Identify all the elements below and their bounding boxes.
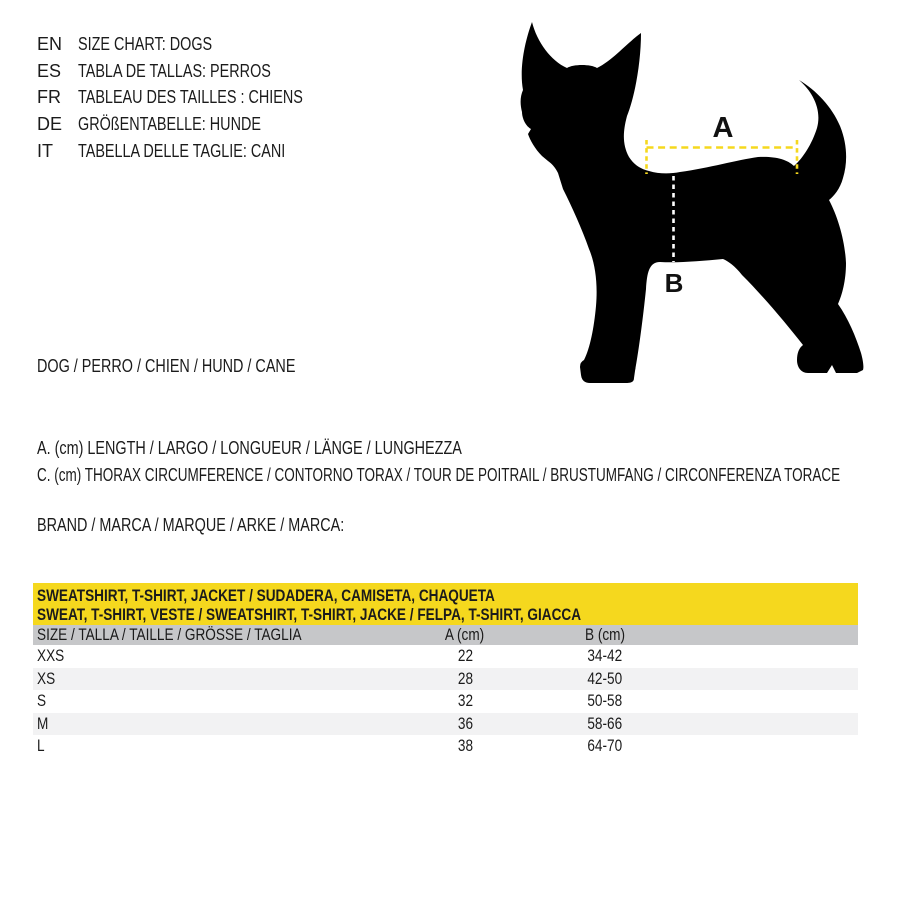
language-row-en <box>37 31 359 58</box>
table-row-xs <box>33 668 858 691</box>
table-title-banner <box>33 583 858 625</box>
column-header-a: A (cm) <box>445 625 485 644</box>
table-column-headers <box>33 625 858 645</box>
a-cell: 22 <box>457 646 473 665</box>
column-header-b: B (cm) <box>584 625 626 644</box>
language-code: EN <box>37 33 63 54</box>
table-title-line2: SWEAT, T-SHIRT, VESTE / SWEATSHIRT, T-SHIRT, JACKE / FELPA, T-SHIRT, GIACCA <box>37 605 582 624</box>
language-row-fr <box>37 85 359 112</box>
size-cell: M <box>37 713 49 733</box>
b-cell: 50-58 <box>587 691 623 710</box>
column-header-size: SIZE / TALLA / TAILLE / GRÖSSE / TAGLIA <box>37 625 302 644</box>
marker-b-label: B <box>664 268 684 298</box>
legend-thorax-line <box>37 465 900 485</box>
a-cell: 32 <box>457 691 473 710</box>
table-row-xxs <box>33 645 858 668</box>
legend-thorax-text: C. (cm) THORAX CIRCUMFERENCE / CONTORNO TORAX / TOUR DE POITRAIL / BRUSTUMFANG / CIRCONFERENZA TORACE <box>37 465 841 485</box>
size-cell: XS <box>37 668 56 688</box>
animal-label-text: DOG / PERRO / CHIEN / HUND / CANE <box>37 356 296 376</box>
size-cell: L <box>37 736 45 755</box>
language-row-it <box>37 138 359 165</box>
legend-length-line <box>37 438 568 458</box>
marker-a-label: A <box>712 112 734 144</box>
dog-measurement-diagram <box>495 0 875 400</box>
language-row-es <box>37 58 359 85</box>
language-title: SIZE CHART: DOGS <box>78 33 213 54</box>
table-row-l <box>33 735 858 758</box>
language-code: FR <box>37 87 61 108</box>
a-cell: 36 <box>457 713 473 733</box>
animal-label <box>37 356 360 376</box>
brand-label-text: BRAND / MARCA / MARQUE / ARKE / MARCA: <box>37 515 345 535</box>
b-cell: 64-70 <box>587 736 623 755</box>
a-cell: 38 <box>457 736 473 755</box>
language-row-de <box>37 111 359 138</box>
language-code: IT <box>37 141 53 162</box>
size-table <box>33 583 858 758</box>
b-cell: 34-42 <box>587 646 623 665</box>
table-row-m <box>33 713 858 736</box>
size-cell: XXS <box>37 646 65 665</box>
dog-silhouette-icon <box>521 22 864 383</box>
brand-label <box>37 515 421 535</box>
b-cell: 42-50 <box>587 668 623 688</box>
language-title-list <box>37 31 359 165</box>
b-cell: 58-66 <box>587 713 623 733</box>
language-title: TABLA DE TALLAS: PERROS <box>78 60 271 81</box>
language-title: TABLEAU DES TAILLES : CHIENS <box>78 87 303 108</box>
size-cell: S <box>37 691 47 710</box>
language-code: ES <box>37 60 62 81</box>
table-row-s <box>33 690 858 713</box>
language-code: DE <box>37 114 63 135</box>
table-title-line1: SWEATSHIRT, T-SHIRT, JACKET / SUDADERA, CAMISETA, CHAQUETA <box>37 586 495 605</box>
a-cell: 28 <box>457 668 473 688</box>
language-title: GRÖßENTABELLE: HUNDE <box>78 114 261 135</box>
legend-length-text: A. (cm) LENGTH / LARGO / LONGUEUR / LÄNGE / LUNGHEZZA <box>37 438 462 458</box>
language-title: TABELLA DELLE TAGLIE: CANI <box>78 141 286 162</box>
